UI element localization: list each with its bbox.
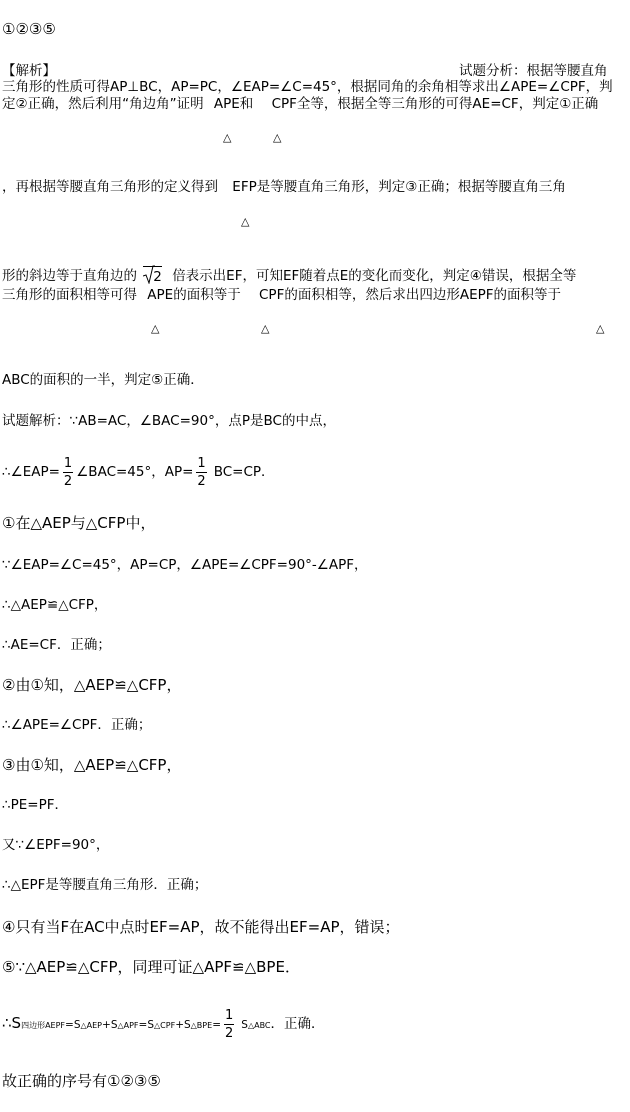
eq5-equals: =	[212, 1019, 221, 1031]
eq5-plus-s: +S	[102, 1019, 118, 1031]
eq1-part-c: BC=CP．	[213, 464, 275, 480]
step-2-conclusion: ∴∠APE=∠CPF．正确；	[2, 717, 152, 733]
step-3-angle: 又∵∠EPF=90°，	[2, 837, 110, 853]
analysis-line-3	[2, 178, 566, 196]
triangle-symbol: △	[223, 131, 232, 144]
fraction-denominator: 2	[197, 473, 206, 489]
analysis-line-4-b: 倍表示出EF，可知EF随着点E的变化而变化，判定④错误，根据全等	[172, 268, 577, 284]
step-2-head: ②由①知，△AEP≌△CFP，	[2, 676, 182, 694]
sqrt-radicand: 2	[143, 266, 162, 286]
triangle-symbol: △	[241, 215, 250, 228]
eq5-correct: ．正确．	[270, 1016, 325, 1032]
analysis-line-5	[2, 286, 561, 304]
step-1-reason: ∵∠EAP=∠C=45°，AP=CP，∠APE=∠CPF=90°-∠APF，	[2, 557, 368, 573]
analysis-line-2-c: CPF全等，根据全等三角形的可得AE=CF，判定①正确	[271, 96, 599, 112]
eq5-sub-bpe: △BPE	[190, 1021, 213, 1030]
answer-line: ①②③⑤	[2, 20, 56, 38]
analysis-line-2-b: APE和	[213, 96, 254, 112]
fraction-numerator: 1	[225, 1007, 234, 1023]
step-3-conclusion: ∴△EPF是等腰直角三角形．正确；	[2, 877, 208, 893]
step-1-congruent: ∴△AEP≌△CFP，	[2, 597, 108, 613]
analysis-line-5-b: APE的面积等于	[147, 287, 241, 303]
eq5-sub-quad: 四边形AEPF	[21, 1021, 66, 1030]
analysis-line-5-c: CPF的面积相等，然后求出四边形AEPF的面积等于	[259, 287, 562, 303]
fraction-denominator: 2	[225, 1025, 234, 1041]
eq5-eq-s: =S	[65, 1019, 81, 1031]
fraction-numerator: 1	[197, 455, 206, 471]
step-4: ④只有当F在AC中点时EF=AP，故不能得出EF=AP，错误；	[2, 918, 400, 936]
triangle-symbol: △	[151, 322, 160, 335]
eq5-sub-cpf: △CPF	[154, 1021, 176, 1030]
fraction-half	[63, 457, 73, 488]
analysis-line-4	[2, 266, 576, 286]
final-answer: 故正确的序号有①②③⑤	[2, 1072, 161, 1090]
analysis-right-head: 试题分析：根据等腰直角	[459, 63, 608, 79]
eq5-therefore-s: ∴S	[2, 1014, 22, 1032]
step-1-head: ①在△AEP与△CFP中，	[2, 514, 156, 532]
analysis-line-4-a: 形的斜边等于直角边的	[2, 268, 137, 284]
step-1-conclusion: ∴AE=CF．正确；	[2, 637, 111, 653]
fraction-numerator: 1	[63, 455, 73, 471]
eq5-plus-s-2: +S	[175, 1019, 191, 1031]
fraction-half	[196, 457, 206, 488]
eq1-part-a: ∴∠EAP=	[2, 464, 60, 480]
analysis-line-2	[2, 95, 598, 113]
eq5-eq-s-2: =S	[138, 1019, 155, 1031]
analysis-line-3-a: ，再根据等腰直角三角形的定义得到	[2, 179, 218, 195]
step-5-area-equation	[2, 1003, 325, 1046]
analysis-line-3-b: EFP是等腰直角三角形，判定③正确；根据等腰直角三角	[232, 179, 566, 195]
step-3-head: ③由①知，△AEP≌△CFP，	[2, 756, 182, 774]
eq5-s-abc: S	[241, 1019, 248, 1031]
solution-given: 试题解析：∵AB=AC，∠BAC=90°，点P是BC的中点，	[2, 413, 336, 429]
step-5: ⑤∵△AEP≌△CFP，同理可证△APF≌△BPE．	[2, 958, 300, 976]
analysis-line-2-a: 定②正确，然后利用“角边角”证明	[2, 96, 204, 112]
sqrt-symbol	[143, 266, 162, 286]
triangle-symbol: △	[273, 131, 282, 144]
analysis-line-6: ABC的面积的一半，判定⑤正确．	[2, 372, 204, 388]
analysis-tag: 【解析】	[2, 63, 56, 79]
eq5-sub-apf: △APF	[117, 1021, 139, 1030]
eq5-sub-abc: △ABC	[247, 1021, 271, 1030]
triangle-symbol: △	[261, 322, 270, 335]
fraction-denominator: 2	[63, 473, 73, 489]
analysis-line-5-a: 三角形的面积相等可得	[2, 287, 137, 303]
triangle-symbol: △	[596, 322, 605, 335]
fraction-half	[224, 1009, 234, 1040]
eq1-part-b: ∠BAC=45°，AP=	[76, 464, 194, 480]
solution-eq-1	[2, 452, 275, 492]
eq5-sub-aep: △AEP	[80, 1021, 103, 1030]
analysis-line-1: 三角形的性质可得AP⊥BC，AP=PC，∠EAP=∠C=45°，根据同角的余角相等求出∠APE=∠CPF，判	[2, 79, 613, 95]
step-3-pe-pf: ∴PE=PF．	[2, 797, 68, 813]
